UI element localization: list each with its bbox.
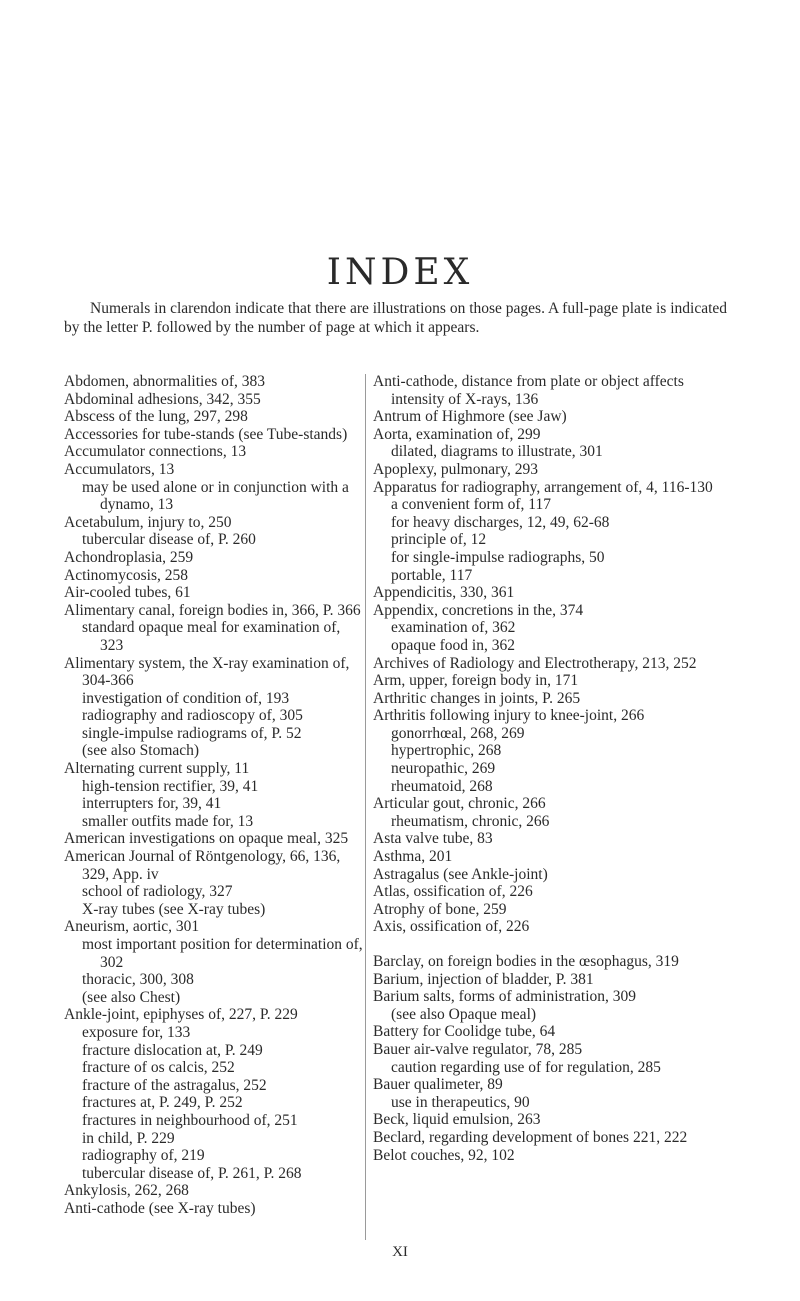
index-entry: Battery for Coolidge tube, 64: [373, 1023, 556, 1041]
index-subentry: for single-impulse radiographs, 50: [391, 548, 605, 566]
index-subentry: caution regarding use of for regulation, 285: [391, 1058, 661, 1076]
index-entry: Beck, liquid emulsion, 263: [373, 1111, 541, 1129]
index-entry: Aneurism, aortic, 301: [64, 918, 200, 936]
index-subentry: fracture of os calcis, 252: [82, 1059, 235, 1077]
index-entry: Abdomen, abnormalities of, 383: [64, 373, 266, 390]
index-entry: Abscess of the lung, 297, 298: [64, 408, 248, 426]
index-subentry: (see also Opaque meal): [391, 1005, 537, 1023]
index-entry: Apoplexy, pulmonary, 293: [373, 460, 539, 478]
index-entry: Articular gout, chronic, 266: [373, 795, 546, 813]
index-subentry: (see also Stomach): [82, 742, 200, 760]
index-subentry: may be used alone or in conjunction with a dynamo, 13: [82, 478, 349, 514]
index-entry: Belot couches, 92, 102: [373, 1146, 515, 1164]
index-intro: Numerals in clarendon indicate that there are illustrations on those pages. A full-page plate is indicated by the letter P. followed by the number of page at which it appears.: [64, 300, 728, 336]
index-subentry: rheumatoid, 268: [391, 777, 493, 795]
index-entry: Arm, upper, foreign body in, 171: [373, 672, 579, 690]
index-subentry: opaque food in, 362: [391, 636, 515, 654]
page-number: XI: [392, 1244, 408, 1260]
index-entry: Abdominal adhesions, 342, 355: [64, 390, 261, 408]
index-entry: Astragalus (see Ankle-joint): [373, 865, 548, 883]
index-entry: Appendicitis, 330, 361: [373, 584, 515, 602]
page-title: INDEX: [326, 252, 474, 293]
index-entry: Bauer air-valve regulator, 78, 285: [373, 1040, 583, 1058]
index-entry: Ankylosis, 262, 268: [64, 1182, 189, 1200]
index-subentry: use in therapeutics, 90: [391, 1093, 530, 1111]
index-subentry: dilated, diagrams to illustrate, 301: [391, 443, 603, 461]
index-entry: Barclay, on foreign bodies in the œsophagus, 319: [373, 953, 679, 970]
index-entry: Arthritis following injury to knee-joint, 266: [373, 707, 645, 725]
index-entry: Asta valve tube, 83: [373, 830, 493, 848]
index-subentry: rheumatism, chronic, 266: [391, 812, 550, 830]
index-entry: Anti-cathode (see X-ray tubes): [64, 1199, 256, 1217]
index-subentry: X-ray tubes (see X-ray tubes): [82, 900, 266, 918]
index-subentry: fracture dislocation at, P. 249: [82, 1041, 263, 1059]
index-entry: American investigations on opaque meal, 325: [64, 830, 349, 848]
index-entry: Atrophy of bone, 259: [373, 900, 507, 918]
index-subentry: investigation of condition of, 193: [82, 689, 290, 707]
index-entry: Atlas, ossification of, 226: [373, 883, 533, 901]
index-subentry: radiography of, 219: [82, 1147, 205, 1165]
index-subentry: radiography and radioscopy of, 305: [82, 707, 303, 725]
index-entry: Air-cooled tubes, 61: [64, 584, 191, 602]
index-subentry: thoracic, 300, 308: [82, 971, 194, 989]
index-subentry: examination of, 362: [391, 619, 516, 637]
index-subentry: smaller outfits made for, 13: [82, 812, 254, 830]
index-entry: Accumulators, 13: [64, 460, 175, 478]
column-divider: [365, 374, 366, 1240]
index-entry: Anti-cathode, distance from plate or object affects intensity of X-rays, 136: [373, 373, 684, 408]
index-subentry: tubercular disease of, P. 261, P. 268: [82, 1164, 302, 1182]
index-entry: Appendix, concretions in the, 374: [373, 601, 584, 619]
index-entry: Beclard, regarding development of bones 221, 222: [373, 1128, 688, 1146]
index-subentry: school of radiology, 327: [82, 883, 233, 901]
index-subentry: exposure for, 133: [82, 1023, 191, 1041]
index-subentry: principle of, 12: [391, 531, 487, 549]
index-subentry: a convenient form of, 117: [391, 496, 551, 514]
index-entry: Ankle-joint, epiphyses of, 227, P. 229: [64, 1006, 298, 1024]
index-entry: Bauer qualimeter, 89: [373, 1076, 503, 1094]
index-entry: Alternating current supply, 11: [64, 760, 250, 778]
index-entry: American Journal of Röntgenology, 66, 136, 329, App. iv: [64, 848, 341, 883]
index-subentry: fractures at, P. 249, P. 252: [82, 1094, 243, 1112]
right-index-column: [373, 373, 739, 1164]
index-entry: Antrum of Highmore (see Jaw): [373, 408, 567, 426]
index-entry: Arthritic changes in joints, P. 265: [373, 689, 581, 707]
index-entry: Apparatus for radiography, arrangement of, 4, 116-130: [373, 478, 713, 496]
index-entry: Aorta, examination of, 299: [373, 425, 541, 443]
index-subentry: standard opaque meal for examination of, 323: [82, 619, 341, 654]
index-subentry: fractures in neighbourhood of, 251: [82, 1111, 298, 1129]
index-entry: Achondroplasia, 259: [64, 548, 194, 566]
left-index-column: [64, 373, 364, 1218]
index-subentry: fracture of the astragalus, 252: [82, 1076, 267, 1094]
index-entry: Asthma, 201: [373, 848, 453, 866]
index-subentry: interrupters for, 39, 41: [82, 795, 222, 813]
index-entry: Archives of Radiology and Electrotherapy, 213, 252: [373, 654, 697, 672]
index-entry: Alimentary system, the X-ray examination of, 304-366: [64, 654, 350, 690]
index-subentry: (see also Chest): [82, 988, 181, 1006]
index-subentry: single-impulse radiograms of, P. 52: [82, 724, 302, 742]
index-entry: Axis, ossification of, 226: [373, 918, 530, 936]
index-subentry: tubercular disease of, P. 260: [82, 531, 256, 549]
index-subentry: hypertrophic, 268: [391, 742, 502, 760]
index-subentry: portable, 117: [391, 566, 473, 584]
index-entry: Barium salts, forms of administration, 309: [373, 988, 637, 1006]
index-entry: Alimentary canal, foreign bodies in, 366, P. 366: [64, 601, 361, 619]
index-subentry: in child, P. 229: [82, 1129, 175, 1147]
index-entry: Accessories for tube-stands (see Tube-stands): [64, 425, 348, 443]
index-entry: Accumulator connections, 13: [64, 443, 247, 461]
index-subentry: for heavy discharges, 12, 49, 62-68: [391, 513, 610, 531]
index-subentry: neuropathic, 269: [391, 760, 496, 778]
index-entry: Acetabulum, injury to, 250: [64, 513, 232, 531]
index-subentry: high-tension rectifier, 39, 41: [82, 777, 259, 795]
index-entry: Barium, injection of bladder, P. 381: [373, 970, 594, 988]
index-subentry: gonorrhœal, 268, 269: [391, 724, 525, 742]
index-subentry: most important position for determination of, 302: [82, 936, 363, 971]
index-entry: Actinomycosis, 258: [64, 566, 188, 584]
